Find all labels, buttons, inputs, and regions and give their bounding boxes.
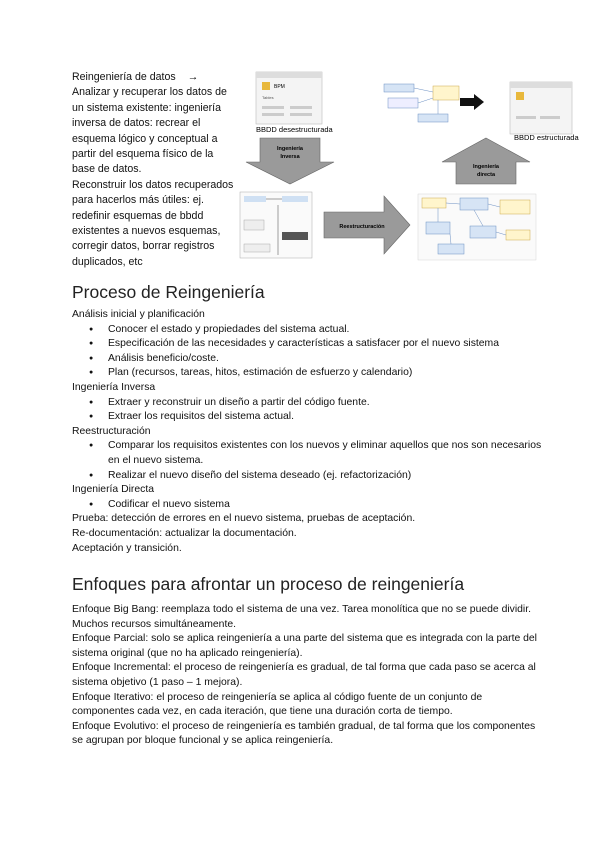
direct-engineering-arrow — [442, 138, 530, 184]
intro-line: Analizar y recuperar los datos de un sistema existente: ingeniería inversa de datos: recrear el esquema lógico y conceptual a partir del esquema físico de la base de datos. — [72, 86, 227, 176]
list-item: ● Codificar el nuevo sistema — [108, 498, 542, 513]
enfoque-paragraph: Enfoque Iterativo: el proceso de reingeniería se aplica al código fuente de un conjunto de componentes cada vez, en cada iteración, que tiene una duración corta de tiempo. — [72, 691, 483, 718]
db-tables: Tables — [262, 95, 274, 100]
list-item: ● Extraer los requisitos del sistema actual. — [108, 410, 542, 425]
restructure-arrow — [324, 196, 410, 254]
restructure-label: Reestructuración — [339, 224, 385, 230]
list-item: ● Realizar el nuevo diseño del sistema deseado (ej. refactorización) — [108, 469, 542, 484]
list-item: ● Especificación de las necesidades y características a satisfacer por el nuevo sistema — [108, 337, 542, 352]
intro-block — [72, 70, 237, 270]
list-item: ● Análisis beneficio/coste. — [108, 352, 542, 367]
enfoque-paragraph: Enfoque Incremental: el proceso de reingeniería es gradual, de tal forma que cada paso se acerca al sistema objetivo (1 paso – 1 mejora). — [72, 662, 536, 688]
reengineering-diagram — [238, 70, 579, 265]
tail-line: Prueba: detección de errores en el nuevo sistema, pruebas de aceptación. — [72, 513, 416, 525]
inverse-label-2: Inversa — [280, 154, 300, 160]
direct-label-2: directa — [476, 172, 496, 178]
section-title-enfoques: Enfoques para afrontar un proceso de reingeniería — [72, 574, 465, 594]
section-title-proceso: Proceso de Reingeniería — [72, 282, 265, 302]
direct-label-1: Ingeniería — [473, 164, 499, 170]
phase-list — [72, 498, 542, 513]
intro-title: Reingeniería de datos — [72, 71, 176, 83]
phase-label: Ingeniería Directa — [72, 484, 155, 496]
inverse-label-1: Ingeniería — [277, 146, 303, 152]
proceso-body — [72, 308, 542, 556]
phase-list — [72, 439, 542, 483]
phase-label: Ingeniería Inversa — [72, 381, 156, 393]
left-caption: BBDD desestructurada — [256, 125, 333, 134]
enfoque-paragraph: Enfoque Parcial: solo se aplica reingeniería a una parte del sistema que es integrada con la parte del sistema original (que no ha aplicado reingeniería). — [72, 633, 537, 659]
phase-label: Análisis inicial y planificación — [72, 309, 205, 320]
phase-list — [72, 396, 542, 425]
phase-list — [72, 323, 542, 381]
list-item: ● Conocer el estado y propiedades del sistema actual. — [108, 323, 542, 338]
list-item: ● Plan (recursos, tareas, hitos, estimación de esfuerzo y calendario) — [108, 366, 542, 381]
intro-line: Reconstruir los datos recuperados para hacerlos más útiles: ej. redefinir esquemas de bbdd existentes a nuevos esquemas, corregir datos, borrar registros duplicados, etc — [72, 178, 234, 268]
inverse-engineering-arrow — [246, 138, 334, 184]
enfoque-paragraph: Enfoque Big Bang: reemplaza todo el sistema de una vez. Tarea monolítica que no se puede dividir. Muchos recursos simultáneamente. — [72, 604, 532, 630]
enfoques-body — [72, 603, 542, 749]
source-code-thumb — [240, 192, 312, 258]
db-name: BPM — [274, 84, 285, 90]
list-item: ● Extraer y reconstruir un diseño a partir del código fuente. — [108, 396, 542, 411]
structured-schema-thumb — [384, 84, 484, 122]
structured-db-panel — [510, 82, 579, 142]
intro-title-line — [72, 70, 237, 85]
list-item: ● Comparar los requisitos existentes con los nuevos y eliminar aquellos que nos son necesarios en el nuevo sistema. — [108, 439, 542, 468]
unstructured-db-panel — [256, 72, 334, 134]
right-arrow-icon: → — [187, 71, 199, 83]
tail-line: Re-documentación: actualizar la documentación. — [72, 527, 297, 539]
right-caption: BBDD estructurada — [514, 133, 579, 142]
enfoque-paragraph: Enfoque Evolutivo: el proceso de reingeniería es también gradual, de tal forma que los componentes se agrupan por bloque funcional y se aplica reingeniería. — [72, 720, 536, 747]
tail-line: Aceptación y transición. — [72, 542, 182, 554]
phase-label: Reestructuración — [72, 425, 151, 437]
restructured-schema-thumb — [418, 194, 536, 260]
